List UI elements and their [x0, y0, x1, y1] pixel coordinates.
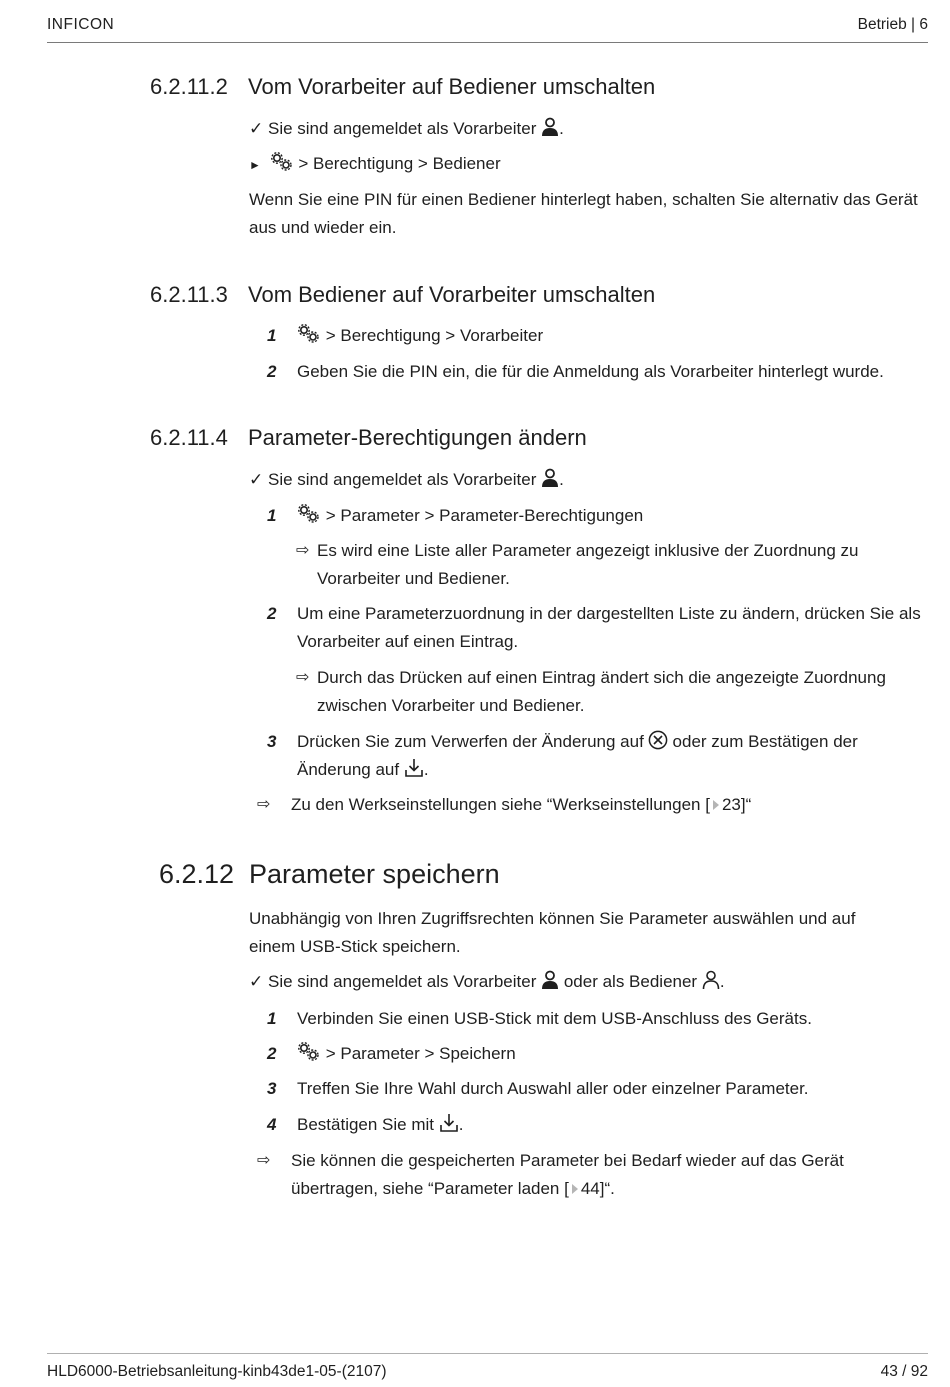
prerequisite: ✓ Sie sind angemeldet als Vorarbeiter .	[249, 470, 564, 489]
operator-user-icon	[702, 970, 720, 990]
step-number: 4	[267, 1115, 277, 1134]
check-mark: ✓	[249, 972, 264, 991]
section-number: 6.2.12	[159, 859, 235, 889]
brand-name: INFICON	[47, 16, 115, 33]
step-number: 1	[267, 1009, 277, 1028]
section-title: Vom Bediener auf Vorarbeiter umschalten	[248, 282, 656, 307]
result-text: Durch das Drücken auf einen Eintrag ändert sich die angezeigte Zuordnung zwischen Vorarbeiter und Bediener.	[317, 668, 886, 715]
step-number: 3	[267, 1079, 277, 1098]
step-text: Um eine Parameterzuordnung in der dargestellten Liste zu ändern, drücken Sie als Vorarbeiter auf einen Eintrag.	[297, 604, 921, 651]
prerequisite: ✓ Sie sind angemeldet als Vorarbeiter oder als Bediener .	[249, 972, 725, 991]
gears-icon	[297, 504, 321, 524]
foreman-user-icon	[541, 117, 559, 137]
prerequisite-text: Sie sind angemeldet als Vorarbeiter	[267, 119, 537, 138]
step-text: Bestätigen Sie mit .	[297, 1115, 464, 1134]
result-arrow-icon: ⇨	[296, 542, 310, 559]
action-triangle-marker: ►	[249, 158, 261, 172]
cross-reference: übertragen, siehe “Parameter laden [ 44]“.	[291, 1179, 615, 1198]
section-title: Vom Vorarbeiter auf Bediener umschalten	[248, 74, 656, 99]
page-header	[47, 14, 928, 43]
gears-icon	[270, 152, 294, 172]
section-number: 6.2.11.3	[150, 282, 228, 307]
section-title: Parameter speichern	[249, 859, 500, 889]
chapter-indicator: Betrieb | 6	[857, 16, 928, 33]
page-link-triangle-icon	[713, 800, 719, 810]
result-arrow-icon: ⇨	[257, 796, 271, 813]
step-number: 2	[267, 604, 277, 623]
step-number: 1	[267, 506, 277, 525]
action-step	[249, 150, 501, 179]
note-paragraph: Wenn Sie eine PIN für einen Bediener hinterlegt haben, schalten Sie alternativ das Gerät aus und wieder ein.	[249, 190, 918, 237]
result-text: Sie können die gespeicherten Parameter bei Bedarf wieder auf das Gerät	[291, 1151, 844, 1170]
step-text-continued: Änderung auf .	[297, 760, 429, 779]
foreman-user-icon	[541, 468, 559, 488]
section-title: Parameter-Berechtigungen ändern	[248, 425, 587, 450]
foreman-user-icon	[541, 970, 559, 990]
gears-icon	[297, 324, 321, 344]
reference-page-link[interactable]: 44	[580, 1179, 600, 1198]
result-text: Es wird eine Liste aller Parameter angezeigt inklusive der Zuordnung zu Vorarbeiter und Bediener.	[317, 541, 859, 588]
step-text: Drücken Sie zum Verwerfen der Änderung auf oder zum Bestätigen der	[297, 732, 858, 751]
step-text: > Berechtigung > Vorarbeiter	[297, 322, 543, 350]
gears-icon	[297, 1042, 321, 1062]
page-footer	[47, 1353, 928, 1380]
document-id: HLD6000-Betriebsanleitung-kinb43de1-05-(2107)	[47, 1363, 387, 1380]
result-arrow-icon: ⇨	[296, 669, 310, 686]
reference-page-link[interactable]: 23	[721, 795, 741, 814]
action-text: > Berechtigung > Bediener	[298, 154, 501, 173]
cross-reference: Zu den Werkseinstellungen siehe “Werkseinstellungen [ 23]“	[291, 795, 752, 814]
step-text: > Parameter > Parameter-Berechtigungen	[297, 502, 643, 530]
page-number: 43 / 92	[880, 1363, 928, 1380]
download-confirm-icon	[404, 758, 424, 778]
step-number: 3	[267, 732, 277, 751]
check-mark: ✓	[249, 470, 264, 489]
step-text: Verbinden Sie einen USB-Stick mit dem USB-Anschluss des Geräts.	[297, 1009, 812, 1028]
cancel-circle-icon	[648, 730, 668, 750]
prerequisite: ✓ Sie sind angemeldet als Vorarbeiter .	[249, 119, 564, 138]
step-text: Treffen Sie Ihre Wahl durch Auswahl aller oder einzelner Parameter.	[297, 1079, 809, 1098]
check-mark: ✓	[249, 119, 264, 138]
step-number: 1	[267, 326, 277, 345]
download-confirm-icon	[439, 1113, 459, 1133]
result-arrow-icon: ⇨	[257, 1152, 271, 1169]
step-number: 2	[267, 1044, 277, 1063]
section-number: 6.2.11.4	[150, 425, 228, 450]
intro-paragraph: Unabhängig von Ihren Zugriffsrechten können Sie Parameter auswählen und auf einem USB-Stick speichern.	[249, 909, 856, 956]
step-number: 2	[267, 362, 277, 381]
page-link-triangle-icon	[572, 1184, 578, 1194]
step-text: Geben Sie die PIN ein, die für die Anmeldung als Vorarbeiter hinterlegt wurde.	[297, 362, 884, 381]
step-text: > Parameter > Speichern	[297, 1040, 516, 1068]
section-number: 6.2.11.2	[150, 74, 228, 99]
